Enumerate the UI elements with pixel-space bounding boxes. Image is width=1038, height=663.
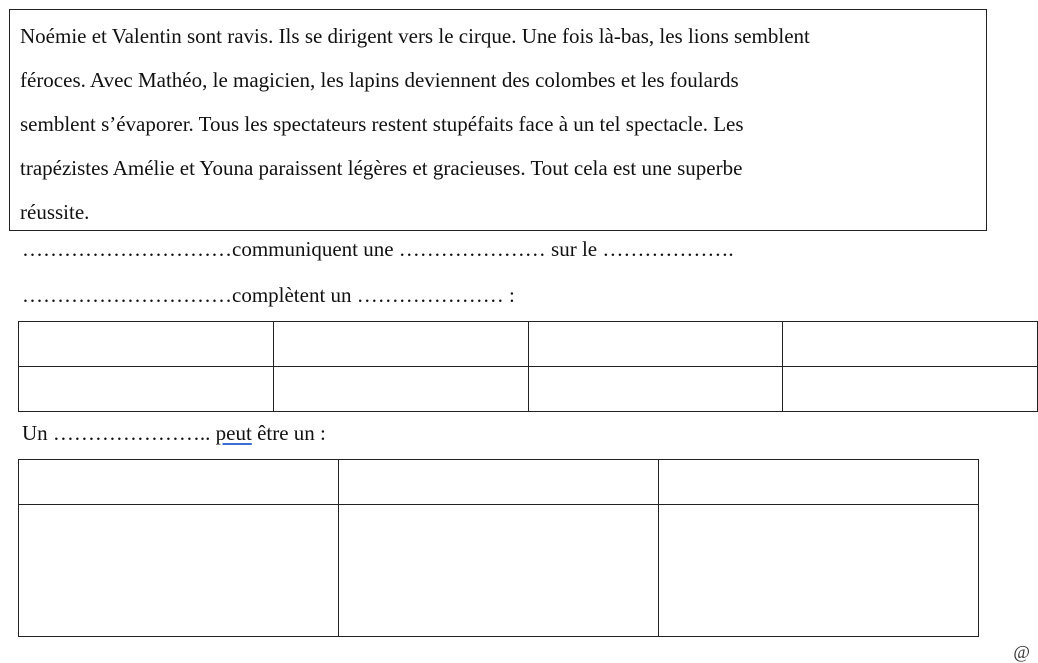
table-cell[interactable] (19, 322, 274, 367)
line3-underlined-word: peut (215, 421, 252, 445)
answer-table-1 (18, 321, 1038, 412)
table-cell[interactable] (339, 505, 659, 637)
passage-line-1: Noémie et Valentin sont ravis. Ils se dirigent vers le cirque. Une fois là-bas, les lions semblent (20, 24, 810, 48)
fill-in-line-2: …………………………complètent un ………………… : (22, 283, 515, 307)
table-cell[interactable] (528, 322, 783, 367)
table-cell[interactable] (19, 367, 274, 412)
fill-in-line-3 (22, 421, 326, 446)
answer-table-2 (18, 459, 979, 637)
table-row (19, 322, 1038, 367)
table-cell[interactable] (528, 367, 783, 412)
table-cell[interactable] (659, 460, 979, 505)
corner-glyph: @ (1013, 642, 1030, 662)
line3-suffix: être un : (251, 421, 326, 445)
passage-line-2: féroces. Avec Mathéo, le magicien, les lapins deviennent des colombes et les foulards (20, 68, 739, 92)
table-cell[interactable] (273, 367, 528, 412)
table-cell[interactable] (659, 505, 979, 637)
passage-line-3: semblent s’évaporer. Tous les spectateurs restent stupéfaits face à un tel spectacle. Les (20, 112, 744, 136)
table-row (19, 505, 979, 637)
table-cell[interactable] (339, 460, 659, 505)
table-cell[interactable] (783, 367, 1038, 412)
table-row (19, 367, 1038, 412)
table-cell[interactable] (19, 460, 339, 505)
passage-line-4: trapézistes Amélie et Youna paraissent légères et gracieuses. Tout cela est une superbe (20, 156, 743, 180)
table-cell[interactable] (19, 505, 339, 637)
table-cell[interactable] (273, 322, 528, 367)
fill-in-line-1: …………………………communiquent une ………………… sur le ………………. (22, 237, 734, 261)
reading-passage-box (9, 9, 987, 231)
table-row (19, 460, 979, 505)
line3-prefix: Un ………………….. (22, 421, 216, 445)
table-cell[interactable] (783, 322, 1038, 367)
passage-line-5: réussite. (20, 200, 90, 224)
